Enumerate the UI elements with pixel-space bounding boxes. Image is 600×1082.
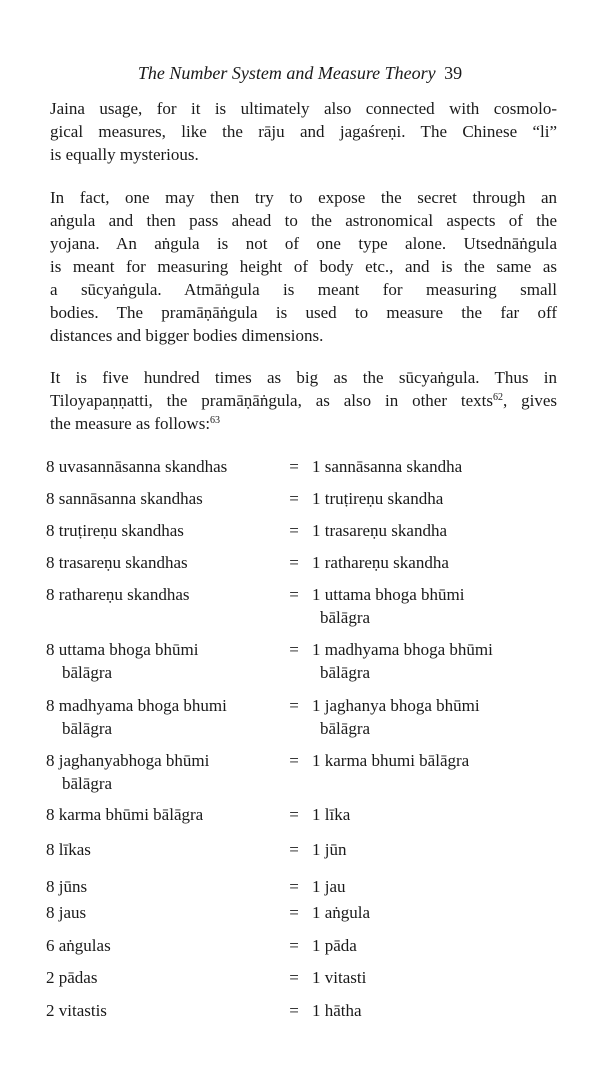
measure-rhs: [312, 455, 562, 478]
measure-rhs: [312, 694, 562, 740]
paragraph-line: yojana. An aṅgula is not of one type alone. Utsednāṅgula: [50, 234, 557, 253]
equals-sign: =: [289, 457, 299, 476]
running-head-title: The Number System and Measure Theory: [137, 63, 436, 83]
measure-lhs-text: 8 līkas: [46, 840, 91, 859]
measure-rhs: [312, 519, 562, 542]
equals-sign: =: [289, 751, 299, 770]
equals-sign: =: [289, 877, 299, 896]
measure-lhs: [46, 803, 278, 826]
measure-lhs: [46, 583, 278, 606]
measure-rhs-text: 1 truṭireṇu skandha: [312, 489, 444, 508]
measure-rhs-text: 1 trasareṇu skandha: [312, 521, 448, 540]
paragraph-line-text: , gives: [503, 391, 558, 410]
paragraph-line: is equally mysterious.: [50, 145, 199, 164]
equals-sign: =: [289, 840, 299, 859]
measure-rhs-text: 1 madhyama bhoga bhūmi: [312, 640, 493, 659]
measure-rhs: [312, 966, 562, 989]
paragraph-line: distances and bigger bodies dimensions.: [50, 326, 324, 345]
measure-rhs: [312, 487, 562, 510]
equals-sign: =: [289, 936, 299, 955]
measure-lhs: [46, 551, 278, 574]
measure-lhs-text: 8 madhyama bhoga bhumi: [46, 696, 227, 715]
measure-rhs-continuation: bālāgra: [320, 608, 371, 627]
measure-rhs-continuation: bālāgra: [320, 719, 371, 738]
measure-rhs-text: 1 karma bhumi bālāgra: [312, 751, 470, 770]
measure-lhs-text: 8 trasareṇu skandhas: [46, 553, 188, 572]
footnote-ref: 62: [493, 392, 503, 403]
equals-sign: =: [289, 805, 299, 824]
measure-rhs-text: 1 uttama bhoga bhūmi: [312, 585, 465, 604]
measure-lhs-continuation: bālāgra: [62, 663, 113, 682]
measure-lhs: [46, 749, 278, 795]
measure-rhs: [312, 638, 562, 684]
measure-lhs: [46, 694, 278, 740]
measure-rhs-continuation: bālāgra: [320, 663, 371, 682]
measure-lhs: [46, 838, 278, 861]
measure-rhs: [312, 803, 562, 826]
measure-lhs-text: 2 pādas: [46, 968, 98, 987]
measure-rhs: [312, 901, 562, 924]
equals-sign: =: [289, 489, 299, 508]
paragraph-line: a sūcyaṅgula. Atmāṅgula is meant for measuring small: [50, 280, 557, 299]
measure-rhs-text: 1 rathareṇu skandha: [312, 553, 449, 572]
measure-lhs-text: 8 uvasannāsanna skandhas: [46, 457, 228, 476]
measure-lhs-text: 6 aṅgulas: [46, 936, 111, 955]
footnote-ref: 63: [210, 415, 221, 426]
measure-lhs-text: 2 vitastis: [46, 1001, 107, 1020]
measure-lhs: [46, 934, 278, 957]
equals-sign: =: [289, 903, 299, 922]
measure-rhs-text: 1 līka: [312, 805, 351, 824]
measure-rhs: [312, 999, 562, 1022]
equals-sign: =: [289, 585, 299, 604]
measure-lhs: [46, 875, 278, 898]
measure-lhs-continuation: bālāgra: [62, 774, 113, 793]
paragraph-line-text: the measure as follows:: [50, 414, 211, 433]
measure-rhs-text: 1 vitasti: [312, 968, 367, 987]
measure-lhs-text: 8 sannāsanna skandhas: [46, 489, 203, 508]
equals-sign: =: [289, 640, 299, 659]
measure-lhs: [46, 455, 278, 478]
equals-sign: =: [289, 696, 299, 715]
equals-sign: =: [289, 553, 299, 572]
paragraph-line: aṅgula and then pass ahead to the astronomical aspects of the: [50, 211, 557, 230]
measure-lhs: [46, 519, 278, 542]
page-number: 39: [444, 63, 463, 83]
measure-rhs: [312, 749, 562, 772]
measure-lhs-text: 8 jaus: [46, 903, 87, 922]
measure-rhs-text: 1 pāda: [312, 936, 357, 955]
measure-lhs: [46, 901, 278, 924]
measure-lhs: [46, 999, 278, 1022]
measure-lhs-text: 8 jaghanyabhoga bhūmi: [46, 751, 210, 770]
measure-rhs: [312, 583, 562, 629]
measure-rhs-text: 1 sannāsanna skandha: [312, 457, 463, 476]
equals-sign: =: [289, 521, 299, 540]
measure-lhs: [46, 638, 278, 684]
measure-rhs: [312, 551, 562, 574]
measure-rhs-text: 1 jau: [312, 877, 346, 896]
paragraph-line: Jaina usage, for it is ultimately also connected with cosmolo-: [50, 99, 557, 118]
measure-rhs: [312, 838, 562, 861]
measure-rhs: [312, 875, 562, 898]
measure-rhs: [312, 934, 562, 957]
paragraph-line: gical measures, like the rāju and jagaśreṇi. The Chinese “li”: [50, 122, 557, 141]
measure-lhs: [46, 487, 278, 510]
measure-lhs-text: 8 rathareṇu skandhas: [46, 585, 190, 604]
measure-lhs-text: 8 uttama bhoga bhūmi: [46, 640, 199, 659]
equals-sign: =: [289, 1001, 299, 1020]
measure-lhs: [46, 966, 278, 989]
measure-lhs-text: 8 truṭireṇu skandhas: [46, 521, 184, 540]
measure-lhs-continuation: bālāgra: [62, 719, 113, 738]
measure-lhs-text: 8 karma bhūmi bālāgra: [46, 805, 204, 824]
equals-sign: =: [289, 968, 299, 987]
measure-rhs-text: 1 aṅgula: [312, 903, 371, 922]
measure-lhs-text: 8 jūns: [46, 877, 88, 896]
paragraph-line: is meant for measuring height of body etc., and is the same as: [50, 257, 557, 276]
paragraph-line: It is five hundred times as big as the sūcyaṅgula. Thus in: [50, 368, 557, 387]
paragraph-line: bodies. The pramāṇāṅgula is used to measure the far off: [50, 303, 557, 322]
measure-rhs-text: 1 hātha: [312, 1001, 362, 1020]
measure-rhs-text: 1 jaghanya bhoga bhūmi: [312, 696, 480, 715]
paragraph-line-text: In fact, one may then try to expose the secret through an: [50, 188, 557, 207]
paragraph-line-text: Tiloyapaṇṇatti, the pramāṇāṅgula, as also in other texts: [50, 391, 493, 410]
measure-rhs-text: 1 jūn: [312, 840, 347, 859]
